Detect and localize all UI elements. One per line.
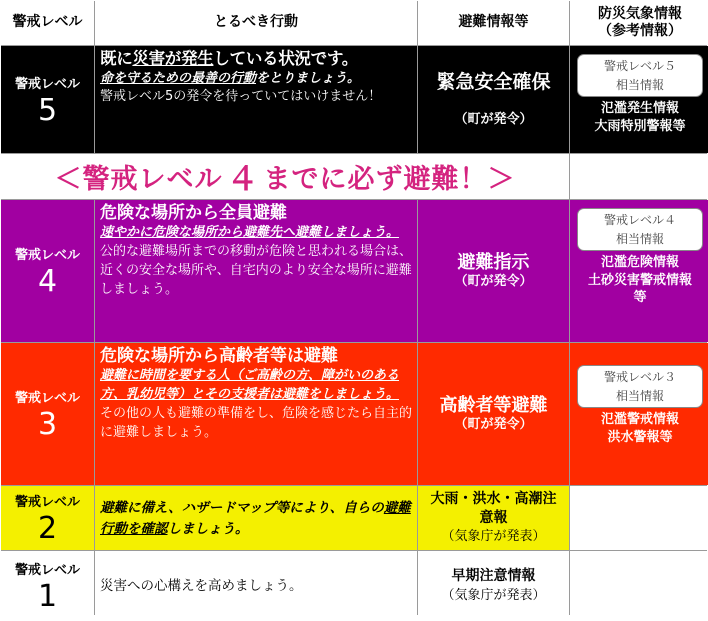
- level1-cell: [1, 551, 94, 621]
- level5-info-sub: （町が発令）: [454, 112, 533, 128]
- level2-action: [95, 486, 417, 550]
- level2-info-sub: （気象庁が発表）: [441, 528, 546, 544]
- level4-ref-text: [588, 254, 692, 307]
- header-weather: [570, 1, 708, 45]
- level4-ref-box-line2: 相当情報: [615, 231, 664, 246]
- level4-number: 4: [37, 264, 58, 299]
- level3-ref-text: [601, 411, 679, 446]
- header-level: [1, 1, 94, 45]
- level5-ref-line1: 氾濫発生情報: [600, 101, 679, 117]
- level1-info: [418, 551, 569, 621]
- banner-number: ４: [226, 159, 260, 198]
- header-weather-line1: 防災気象情報: [598, 5, 682, 22]
- level1-info-main: 早期注意情報: [451, 568, 536, 585]
- level3-italic: 避難に時間を要する人（ご高齢の方、障がいのある方、乳幼児等）とその支援者は避難をしましょう。: [100, 368, 400, 403]
- level5-number: 5: [37, 92, 58, 128]
- level2-cell: [1, 486, 94, 550]
- level2-text: [100, 498, 412, 540]
- evacuation-banner: [1, 154, 569, 199]
- level5-italic: [100, 70, 412, 89]
- level5-label: 警戒レベル: [14, 76, 80, 92]
- level5-ref-box-line1: 警戒レベル５: [603, 59, 676, 73]
- level2-info-main: 大雨・洪水・高潮注意報: [430, 491, 557, 526]
- level5-title-b: 災害が発生: [132, 49, 214, 68]
- level2-text-a: 避難に備え、ハザードマップ等により、自らの: [100, 499, 384, 516]
- level4-cell: [1, 200, 94, 342]
- level5-ref-text: [594, 100, 685, 135]
- level4-title: 危険な場所から全員避難: [100, 203, 287, 223]
- level1-label: 警戒レベル: [14, 563, 80, 578]
- level2-number: 2: [37, 511, 58, 546]
- level3-ref-box: [577, 365, 703, 408]
- level5-ref: [570, 46, 708, 153]
- level4-ref-line1: 氾濫危険情報: [600, 255, 679, 271]
- level1-text: 災害への心構えを高めましょう。: [100, 577, 303, 594]
- level2-text-b: 避難行動を確認: [100, 499, 411, 537]
- header-action-text: とるべき行動: [214, 14, 298, 31]
- level3-info-sub: （町が発令）: [454, 417, 533, 433]
- level3-label: 警戒レベル: [14, 391, 80, 406]
- level5-ref-box: [577, 54, 703, 97]
- level3-cell: [1, 343, 94, 485]
- level3-number: 3: [37, 407, 58, 442]
- header-weather-line2: （参考情報）: [598, 23, 682, 39]
- level4-info: [418, 200, 569, 342]
- level5-info: [418, 46, 569, 153]
- level5-italic-b: をとりましょう。: [256, 70, 361, 86]
- level5-title: [100, 49, 412, 70]
- level3-ref-line2: 洪水警報等: [607, 429, 673, 445]
- level4-italic: 速やかに危険な場所から避難先へ避難しましょう。: [100, 225, 400, 241]
- level5-title-c: している状況です。: [213, 49, 358, 68]
- level2-label: 警戒レベル: [14, 495, 80, 510]
- alert-level-table: [1, 1, 707, 615]
- level5-ref-line2: 大雨特別警報等: [594, 118, 686, 134]
- level4-ref: [570, 200, 708, 342]
- level3-ref-box-line2: 相当情報: [615, 388, 664, 403]
- level2-text-c: しましょう。: [167, 520, 249, 537]
- level4-ref-line3: 等: [633, 290, 647, 306]
- level2-info: [418, 486, 569, 550]
- banner-pre: ＜警戒レベル: [54, 164, 223, 195]
- level1-action: [95, 551, 417, 621]
- level3-info: [418, 343, 569, 485]
- level3-action: [95, 343, 417, 485]
- level5-info-main: 緊急安全確保: [436, 70, 551, 93]
- level3-title: 危険な場所から高齢者等は避難: [100, 346, 338, 366]
- level3-ref-box-line1: 警戒レベル３: [603, 370, 676, 384]
- level5-italic-a: 命を守るための最善の行動: [100, 70, 257, 86]
- level4-ref-box: [577, 208, 703, 251]
- level2-ref-empty: [570, 486, 708, 550]
- banner-post: までに必ず避難！＞: [263, 164, 516, 195]
- level5-cell: [1, 46, 94, 153]
- banner-empty-cell: [570, 154, 708, 199]
- level3-info-main: 高齢者等避難: [439, 394, 548, 416]
- header-action: [95, 1, 417, 45]
- level4-info-sub: （町が発令）: [454, 274, 533, 290]
- header-info: [418, 1, 569, 45]
- level4-label: 警戒レベル: [14, 248, 80, 263]
- level1-ref-empty: [570, 551, 708, 621]
- level1-info-sub: （気象庁が発表）: [441, 587, 546, 603]
- level3-ref-line1: 氾濫警戒情報: [600, 412, 679, 428]
- level5-ref-box-line2: 相当情報: [615, 77, 664, 92]
- level4-ref-box-line1: 警戒レベル４: [603, 213, 676, 227]
- level5-action: [95, 46, 417, 153]
- level4-body: 公的な避難場所までの移動が危険と思われる場合は、近くの安全な場所や、自宅内のより安全な場所に避難しましょう。: [100, 244, 413, 297]
- level3-ref: [570, 343, 708, 485]
- level4-info-main: 避難指示: [457, 251, 530, 273]
- level4-ref-line2: 土砂災害警戒情報: [587, 272, 692, 288]
- header-info-text: 避難情報等: [458, 14, 529, 31]
- level1-number: 1: [37, 579, 58, 614]
- level3-body: その他の人も避難の準備をし、危険を感じたら自主的に避難しましょう。: [100, 405, 413, 440]
- level4-action: [95, 200, 417, 342]
- header-level-text: 警戒レベル: [12, 14, 83, 31]
- level5-body: 警戒レベル5の発令を待っていてはいけません！: [100, 89, 382, 105]
- level5-title-a: 既に: [100, 49, 133, 68]
